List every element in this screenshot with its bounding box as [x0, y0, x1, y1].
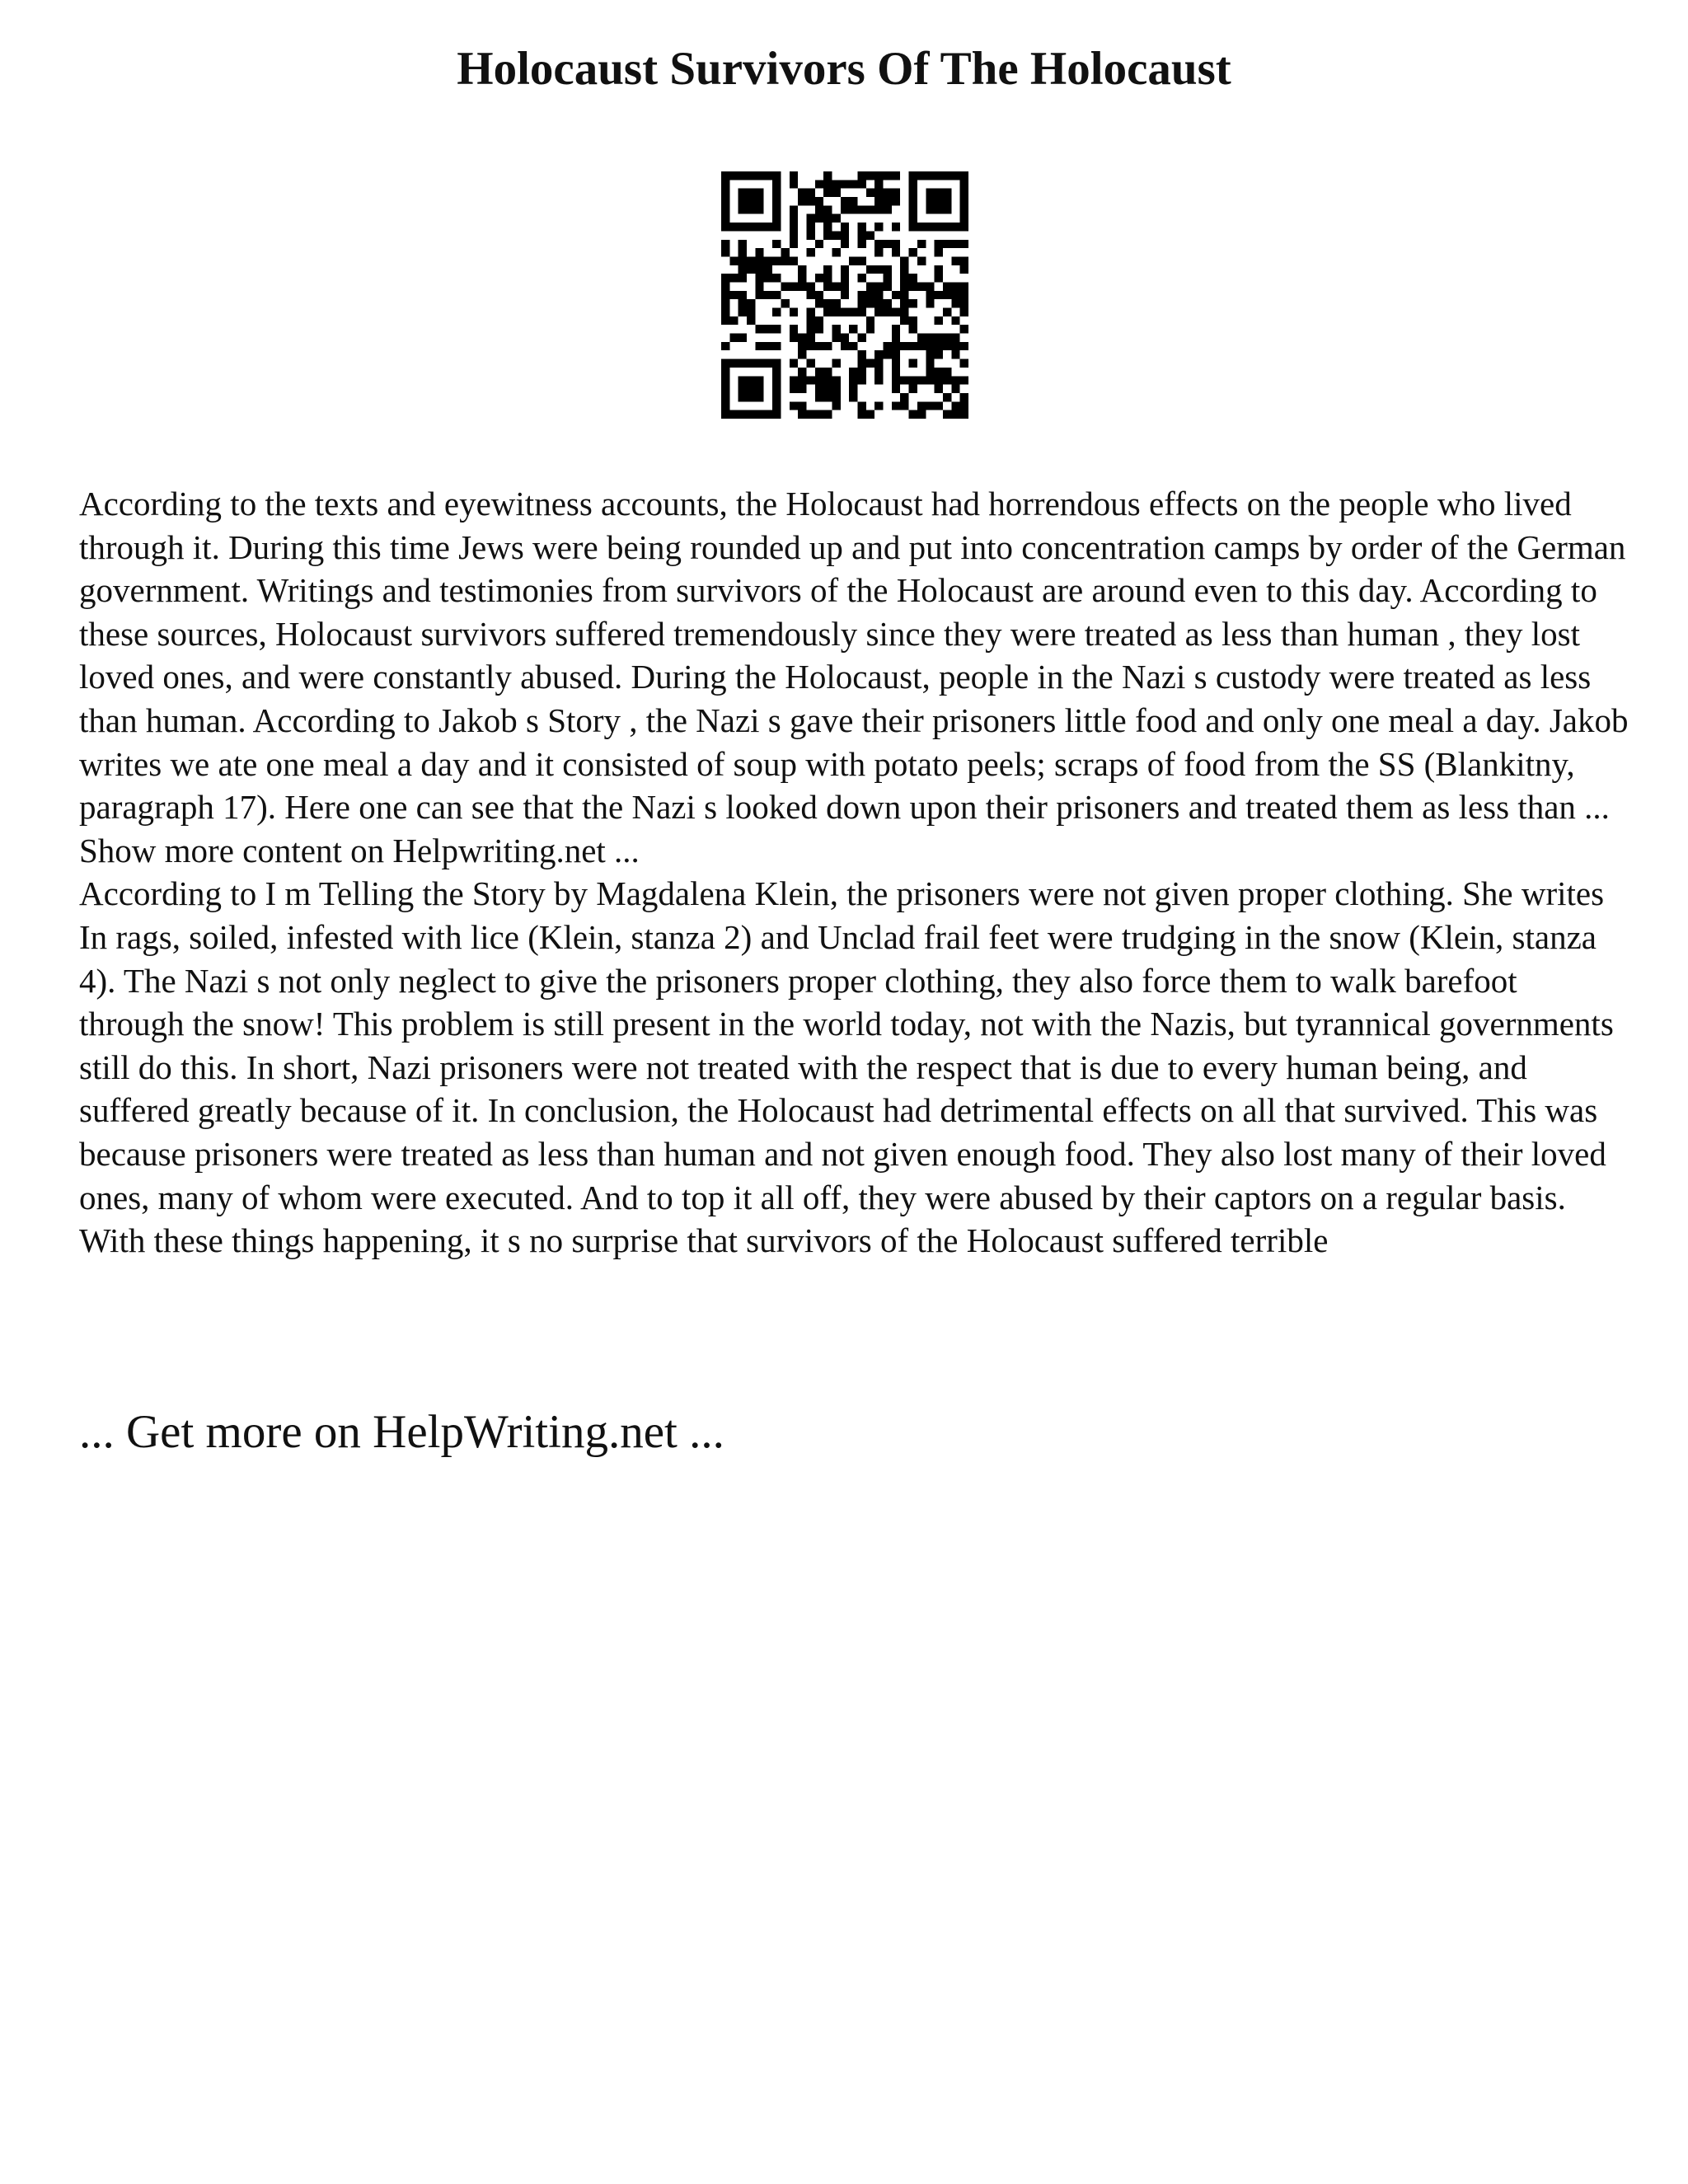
qr-code-graphic [721, 171, 968, 419]
paragraph: According to the texts and eyewitness accounts, the Holocaust had horrendous effects on the people who lived through it. During this time Jews were being rounded up and put into concentration camps by order of the German government. Writings and testimonies from survivors of the Holocaust are around even to this day. According to these sources, Holocaust survivors suffered tremendously since they were treated as less than human , they lost loved ones, and were constantly abused. During the Holocaust, people in the Nazi s custody were treated as less than human. According to Jakob s Story , the Nazi s gave their prisoners little food and only one meal a day. Jakob writes we ate one meal a day and it consisted of soup with potato peels; scraps of food from the SS (Blankitny, paragraph 17). Here one can see that the Nazi s looked down upon their prisoners and treated them as less than ... Show more content on Helpwriting.net ... [79, 485, 1629, 869]
paragraph: According to I m Telling the Story by Magdalena Klein, the prisoners were not given proper clothing. She writes In rags, soiled, infested with lice (Klein, stanza 2) and Unclad frail feet were trudging in the snow (Klein, stanza 4). The Nazi s not only neglect to give the prisoners proper clothing, they also force them to walk barefoot through the snow! This problem is still present in the world today, not with the Nazis, but tyrannical governments still do this. In short, Nazi prisoners were not treated with the respect that is due to every human being, and suffered greatly because of it. In conclusion, the Holocaust had detrimental effects on all that survived. This was because prisoners were treated as less than human and not given enough food. They also lost many of their loved ones, many of whom were executed. And to top it all off, they were abused by their captors on a regular basis. With these things happening, it s no surprise that survivors of the Holocaust suffered terrible [79, 874, 1614, 1260]
qr-code-icon[interactable] [721, 171, 968, 419]
get-more-link[interactable]: ... Get more on HelpWriting.net ... [79, 1406, 724, 1458]
article-body [79, 482, 1629, 1263]
page-title: Holocaust Survivors Of The Holocaust [457, 43, 1231, 95]
